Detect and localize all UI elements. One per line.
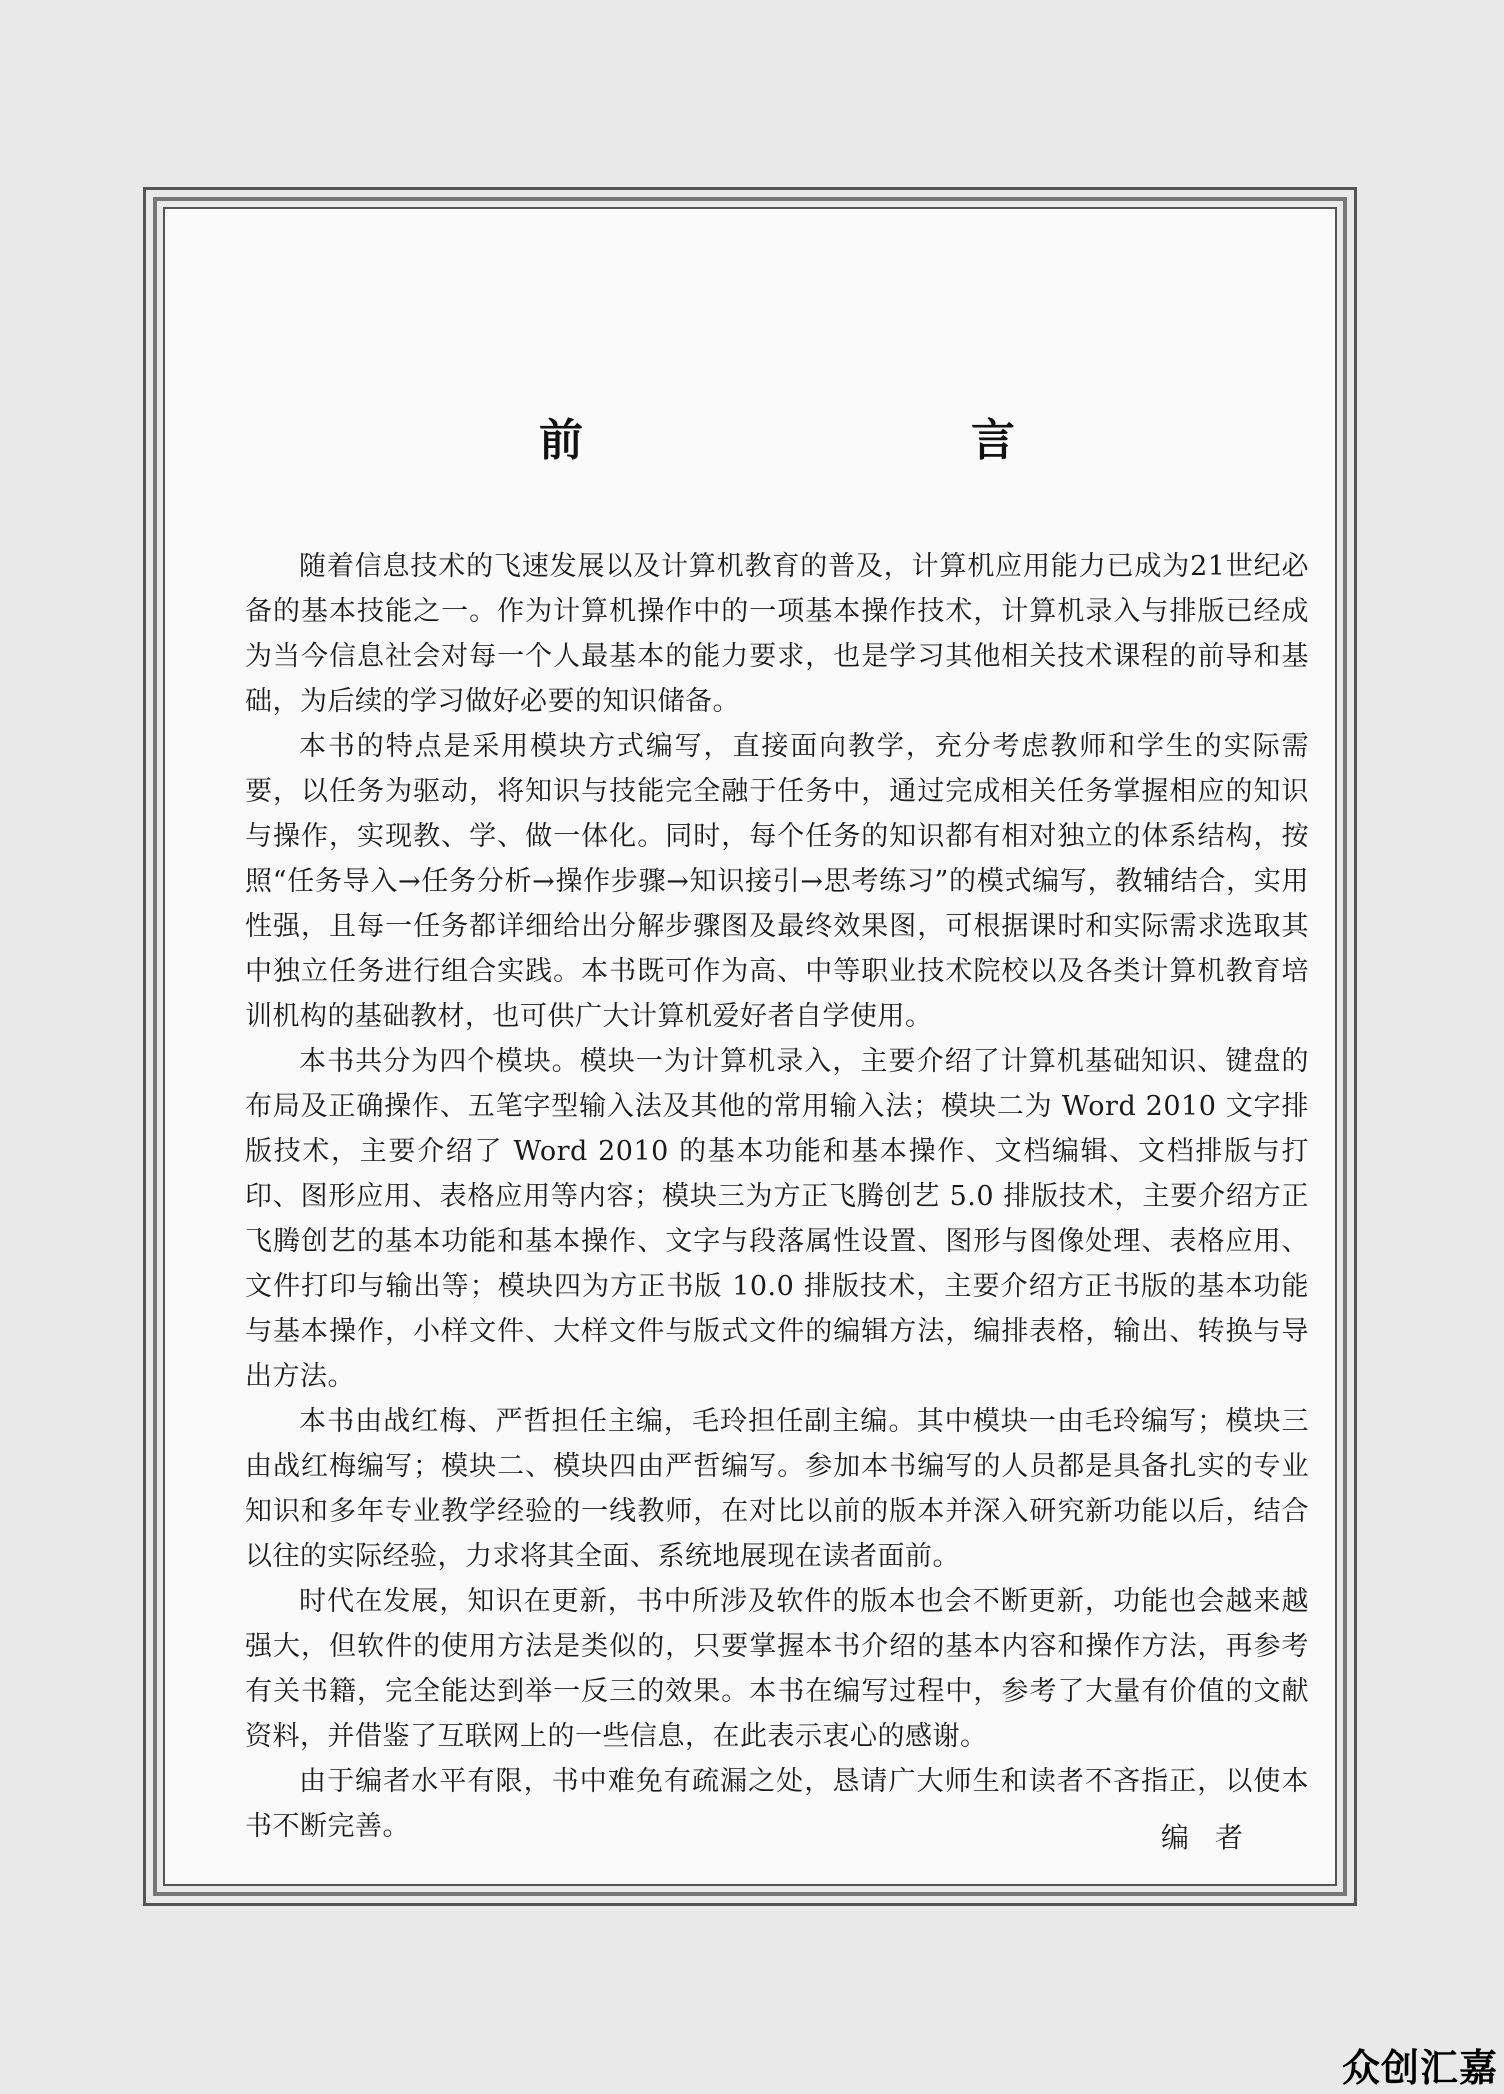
paragraph-2: 本书的特点是采用模块方式编写，直接面向教学，充分考虑教师和学生的实际需要，以任务为驱动，将知识与技能完全融于任务中，通过完成相关任务掌握相应的知识与操作，实现教、学、做一体化。同时，每个任务的知识都有相对独立的体系结构，按照“任务导入→任务分析→操作步骤→知识接引→思考练习”的模式编写，教辅结合，实用性强，且每一任务都详细给出分解步骤图及最终效果图，可根据课时和实际需求选取其中独立任务进行组合实践。本书既可作为高、中等职业技术院校以及各类计算机教育培训机构的基础教材，也可供广大计算机爱好者自学使用。 (245, 731, 1309, 1032)
page-border-inner (163, 207, 1337, 1886)
corner-watermark: 众创汇嘉 (1341, 2046, 1498, 2090)
page-border-middle (153, 197, 1347, 1896)
paragraph-5: 时代在发展，知识在更新，书中所涉及软件的版本也会不断更新，功能也会越来越强大，但软件的使用方法是类似的，只要掌握本书介绍的基本内容和操作方法，再参考有关书籍，完全能达到举一反三的效果。本书在编写过程中，参考了大量有价值的文献资料，并借鉴了互联网上的一些信息，在此表示衷心的感谢。 (245, 1586, 1309, 1752)
page-title: 前 言 (539, 415, 1115, 466)
paragraph-1: 随着信息技术的飞速发展以及计算机教育的普及，计算机应用能力已成为21世纪必备的基本技能之一。作为计算机操作中的一项基本操作技术，计算机录入与排版已经成为当今信息社会对每一个人最基本的能力要求，也是学习其他相关技术课程的前导和基础，为后续的学习做好必要的知识储备。 (245, 551, 1309, 717)
paragraph-3: 本书共分为四个模块。模块一为计算机录入，主要介绍了计算机基础知识、键盘的布局及正确操作、五笔字型输入法及其他的常用输入法；模块二为 Word 2010 文字排版技术，主要介绍了 Word 2010 的基本功能和基本操作、文档编辑、文档排版与打印、图形应用、表格应用等内容；模块三为方正飞腾创艺 5.0 排版技术，主要介绍方正飞腾创艺的基本功能和基本操作、文字与段落属性设置、图形与图像处理、表格应用、文件打印与输出等；模块四为方正书版 10.0 排版技术，主要介绍方正书版的基本功能与基本操作，小样文件、大样文件与版式文件的编辑方法，编排表格，输出、转换与导出方法。 (245, 1046, 1309, 1392)
paragraph-4: 本书由战红梅、严哲担任主编，毛玲担任副主编。其中模块一由毛玲编写；模块三由战红梅编写；模块二、模块四由严哲编写。参加本书编写的人员都是具备扎实的专业知识和多年专业教学经验的一线教师，在对比以前的版本并深入研究新功能以后，结合以往的实际经验，力求将其全面、系统地展现在读者面前。 (245, 1406, 1309, 1572)
preface-body (245, 544, 1309, 1849)
paragraph-6: 由于编者水平有限，书中难免有疏漏之处，恳请广大师生和读者不吝指正，以使本书不断完善。 (245, 1766, 1309, 1842)
author-signature: 编者 (1160, 1821, 1269, 1854)
page-border-outer (143, 187, 1357, 1906)
preface-content (245, 209, 1309, 1884)
